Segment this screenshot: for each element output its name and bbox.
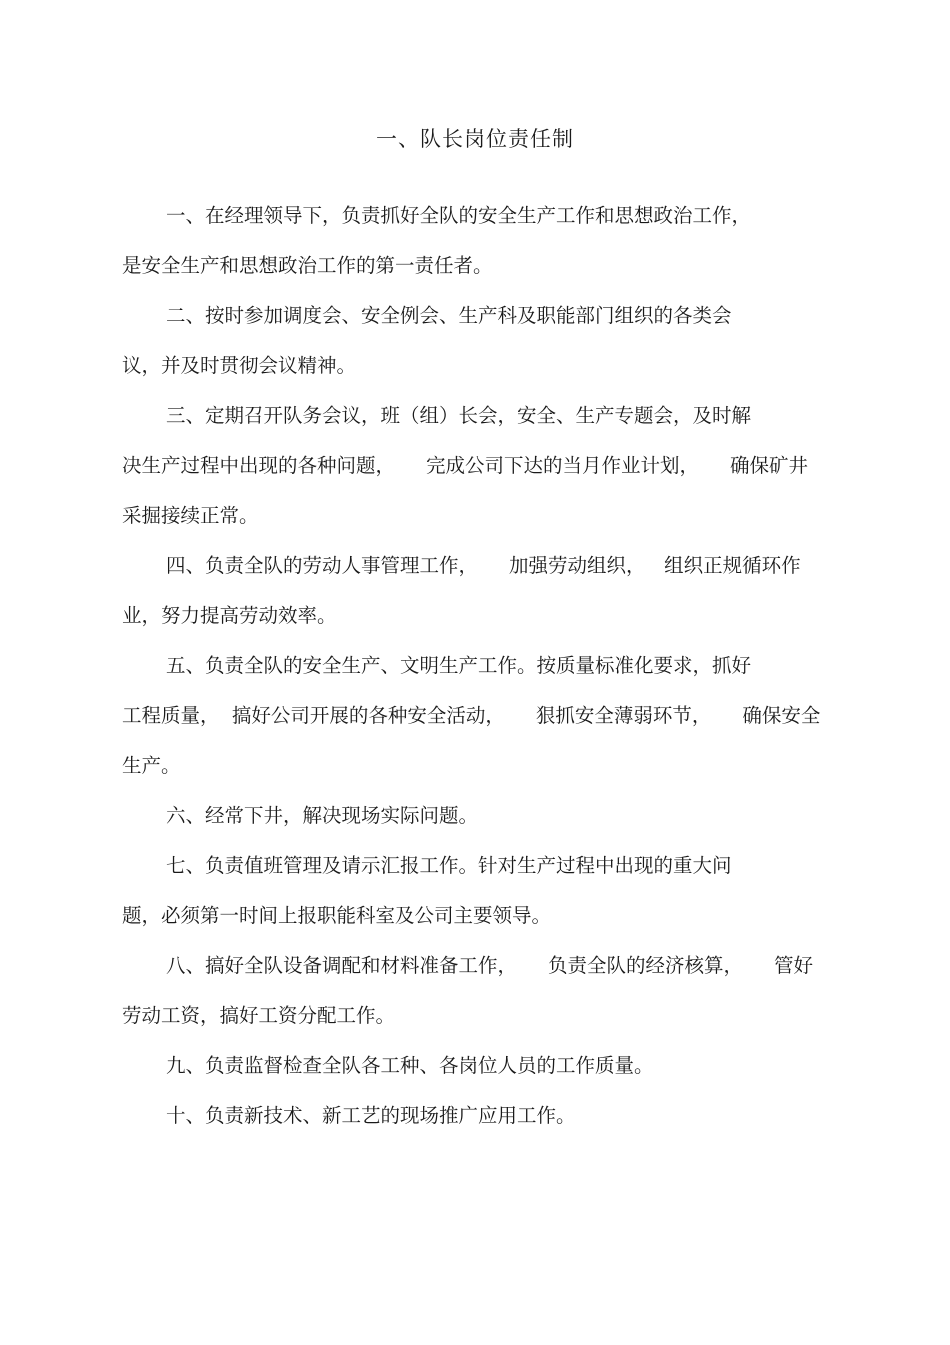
clause-4-line-2: 业，努力提高劳动效率。	[122, 604, 337, 627]
clause-2-line-1: 二、按时参加调度会、安全例会、生产科及职能部门组织的各类会	[166, 304, 732, 327]
clause-5-line-2: 工程质量， 搞好公司开展的各种安全活动， 狠抓安全薄弱环节， 确保安全	[122, 704, 821, 727]
document-title: 一、队长岗位责任制	[376, 127, 574, 151]
clause-1-line-1: 一、在经理领导下，负责抓好全队的安全生产工作和思想政治工作，	[166, 204, 752, 227]
clause-8-line-2: 劳动工资，搞好工资分配工作。	[122, 1004, 396, 1027]
clause-5-line-3: 生产。	[122, 754, 181, 777]
clause-3-line-3: 采掘接续正常。	[122, 504, 259, 527]
clause-7-line-1: 七、负责值班管理及请示汇报工作。针对生产过程中出现的重大问	[166, 854, 732, 877]
clause-8-line-1: 八、搞好全队设备调配和材料准备工作， 负责全队的经济核算， 管好	[166, 954, 813, 977]
clause-7-line-2: 题，必须第一时间上报职能科室及公司主要领导。	[122, 904, 552, 927]
clause-2-line-2: 议，并及时贯彻会议精神。	[122, 354, 357, 377]
clause-3-line-2: 决生产过程中出现的各种问题， 完成公司下达的当月作业计划， 确保矿井	[122, 454, 808, 477]
clause-10-line-1: 十、负责新技术、新工艺的现场推广应用工作。	[166, 1104, 576, 1127]
clause-1-line-2: 是安全生产和思想政治工作的第一责任者。	[122, 254, 493, 277]
clause-5-line-1: 五、负责全队的安全生产、文明生产工作。按质量标准化要求，抓好	[166, 654, 752, 677]
clause-6-line-1: 六、经常下井，解决现场实际问题。	[166, 804, 479, 827]
clause-9-line-1: 九、负责监督检查全队各工种、各岗位人员的工作质量。	[166, 1054, 654, 1077]
clause-4-line-1: 四、负责全队的劳动人事管理工作， 加强劳动组织， 组织正规循环作	[166, 554, 801, 577]
clause-3-line-1: 三、定期召开队务会议，班（组）长会，安全、生产专题会，及时解	[166, 404, 752, 427]
